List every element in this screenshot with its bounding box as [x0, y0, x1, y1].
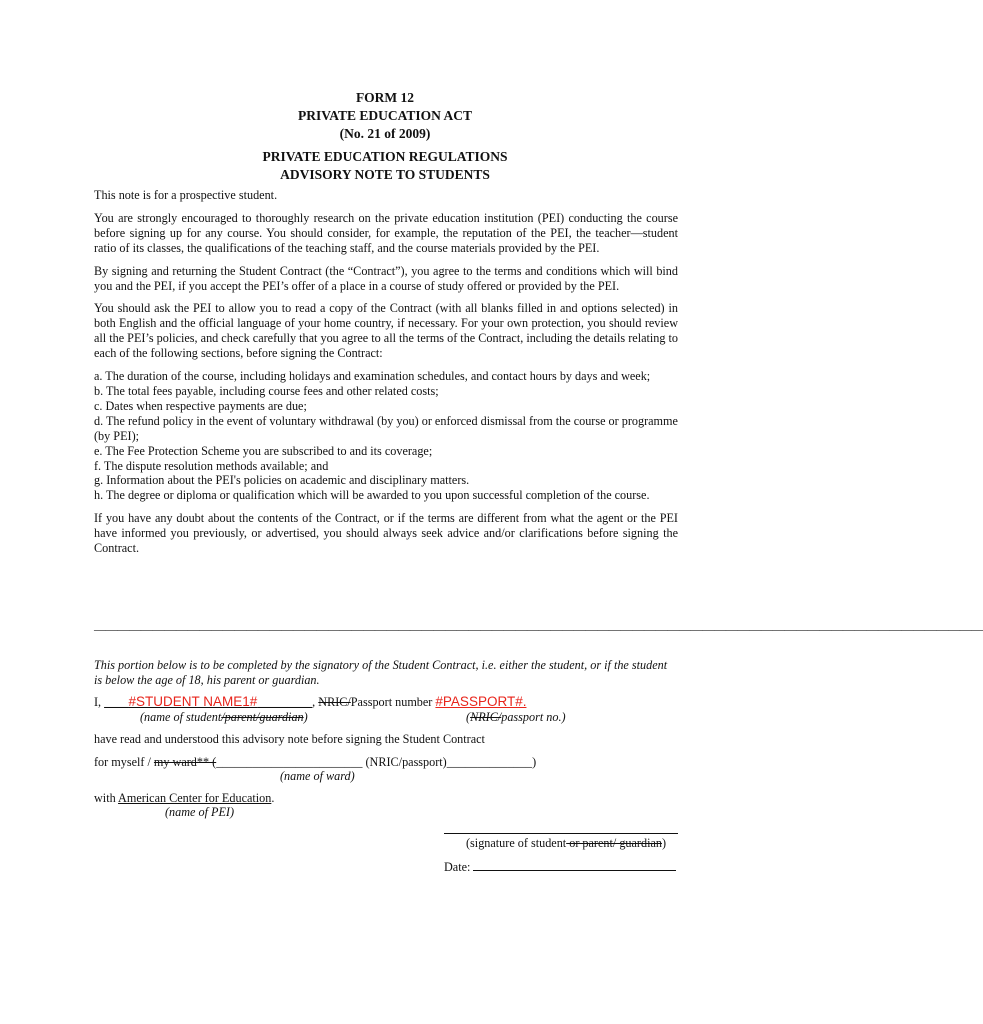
pei-line: with American Center for Education. [94, 791, 275, 805]
act-number: (No. 21 of 2009) [339, 126, 431, 141]
separator-line: ———————————————————————————————————————————————————————————————————————————— [94, 622, 983, 636]
signatory-instructions: This portion below is to be completed by the signatory of the Student Contract, i.e. either the student, or if the student is below the age of 18, his parent or guardian. [94, 658, 668, 687]
pei-name-field[interactable]: American Center for Education [118, 791, 272, 805]
list-item: d. The refund policy in the event of voluntary withdrawal (by you) or enforced dismissal from the course or programme (by PEI); [94, 413, 678, 443]
date-line [444, 858, 676, 875]
form-header [0, 89, 770, 143]
pei-caption: (name of PEI) [165, 805, 235, 819]
paragraph-research: You are strongly encouraged to thoroughly research on the private education institution (PEI) conducting the course before signing up for any course. You should consider, for example, the reputation of the PEI, the teacher—student ratio of its classes, the qualifications of the teaching staff, and the course materials provided by the PEI. [94, 210, 678, 255]
paragraph-contract-binding: By signing and returning the Student Contract (the “Contract”), you agree to the terms and conditions which will bind you and the PEI, if you accept the PEI’s offer of a place in a course of study offered or provided by the PEI. [94, 263, 678, 293]
my-ward-struck-text: my ward** ( [153, 755, 217, 769]
list-item: e. The Fee Protection Scheme you are subscribed to and its coverage; [94, 443, 433, 458]
advisory-note-title: ADVISORY NOTE TO STUDENTS [280, 167, 490, 182]
ward-name-field[interactable]: ________________________ [216, 755, 363, 769]
ward-id-field[interactable]: ______________ [446, 755, 533, 769]
student-name-caption: (name of student/parent/guardian) [140, 710, 308, 724]
student-name-field[interactable]: ____#STUDENT NAME1#_________ [104, 694, 313, 709]
list-item: h. The degree or diploma or qualification which will be awarded to you upon successful completion of the course. [94, 488, 650, 503]
passport-number-field[interactable]: #PASSPORT#. [435, 694, 527, 709]
regulations-header [0, 148, 770, 184]
signature-caption: (signature of student or parent/ guardian) [466, 836, 667, 850]
paragraph-read-contract: You should ask the PEI to allow you to read a copy of the Contract (with all blanks filled in and options selected) in both English and the official language of your home country, if necessary. For your own protection, you should review all the PEI’s policies, and check carefully that you agree to all the terms of the Contract, including the details relating to each of the following sections, before signing the Contract: [94, 301, 678, 361]
list-item: g. Information about the PEI's policies on academic and disciplinary matters. [94, 473, 470, 488]
list-item: b. The total fees payable, including course fees and other related costs; [94, 383, 439, 398]
act-title: PRIVATE EDUCATION ACT [297, 108, 473, 123]
date-label: Date: [444, 860, 474, 874]
paragraph-doubt: If you have any doubt about the contents of the Contract, or if the terms are different from what the agent or the PEI have informed you previously, or advertised, you should always seek advice and/or clarifications before signing the Contract. [94, 511, 678, 556]
passport-caption: (NRIC/passport no.) [466, 710, 566, 724]
have-read-statement: have read and understood this advisory note before signing the Student Contract [94, 732, 485, 746]
regulations-title: PRIVATE EDUCATION REGULATIONS [262, 149, 508, 164]
advisory-body [94, 188, 678, 556]
contract-sections-list [94, 369, 678, 503]
list-item: c. Dates when respective payments are due; [94, 398, 307, 413]
ward-line: for myself / my ward** (________________________ (NRIC/passport)______________) [94, 755, 537, 769]
list-item: a. The duration of the course, including holidays and examination schedules, and contact hours by days and week; [94, 369, 651, 384]
student-name-line: I, ____#STUDENT NAME1#_________, NRIC/Passport number #PASSPORT#. [94, 694, 527, 709]
nric-struck-text: NRIC/ [318, 695, 351, 709]
student-name-value: #STUDENT NAME1# [128, 694, 258, 709]
date-field[interactable] [473, 858, 676, 871]
signature-field[interactable] [444, 833, 678, 834]
list-item: f. The dispute resolution methods available; and [94, 458, 329, 473]
form-number: FORM 12 [355, 90, 415, 105]
paragraph-intro: This note is for a prospective student. [94, 188, 278, 202]
ward-caption: (name of ward) [280, 769, 355, 783]
